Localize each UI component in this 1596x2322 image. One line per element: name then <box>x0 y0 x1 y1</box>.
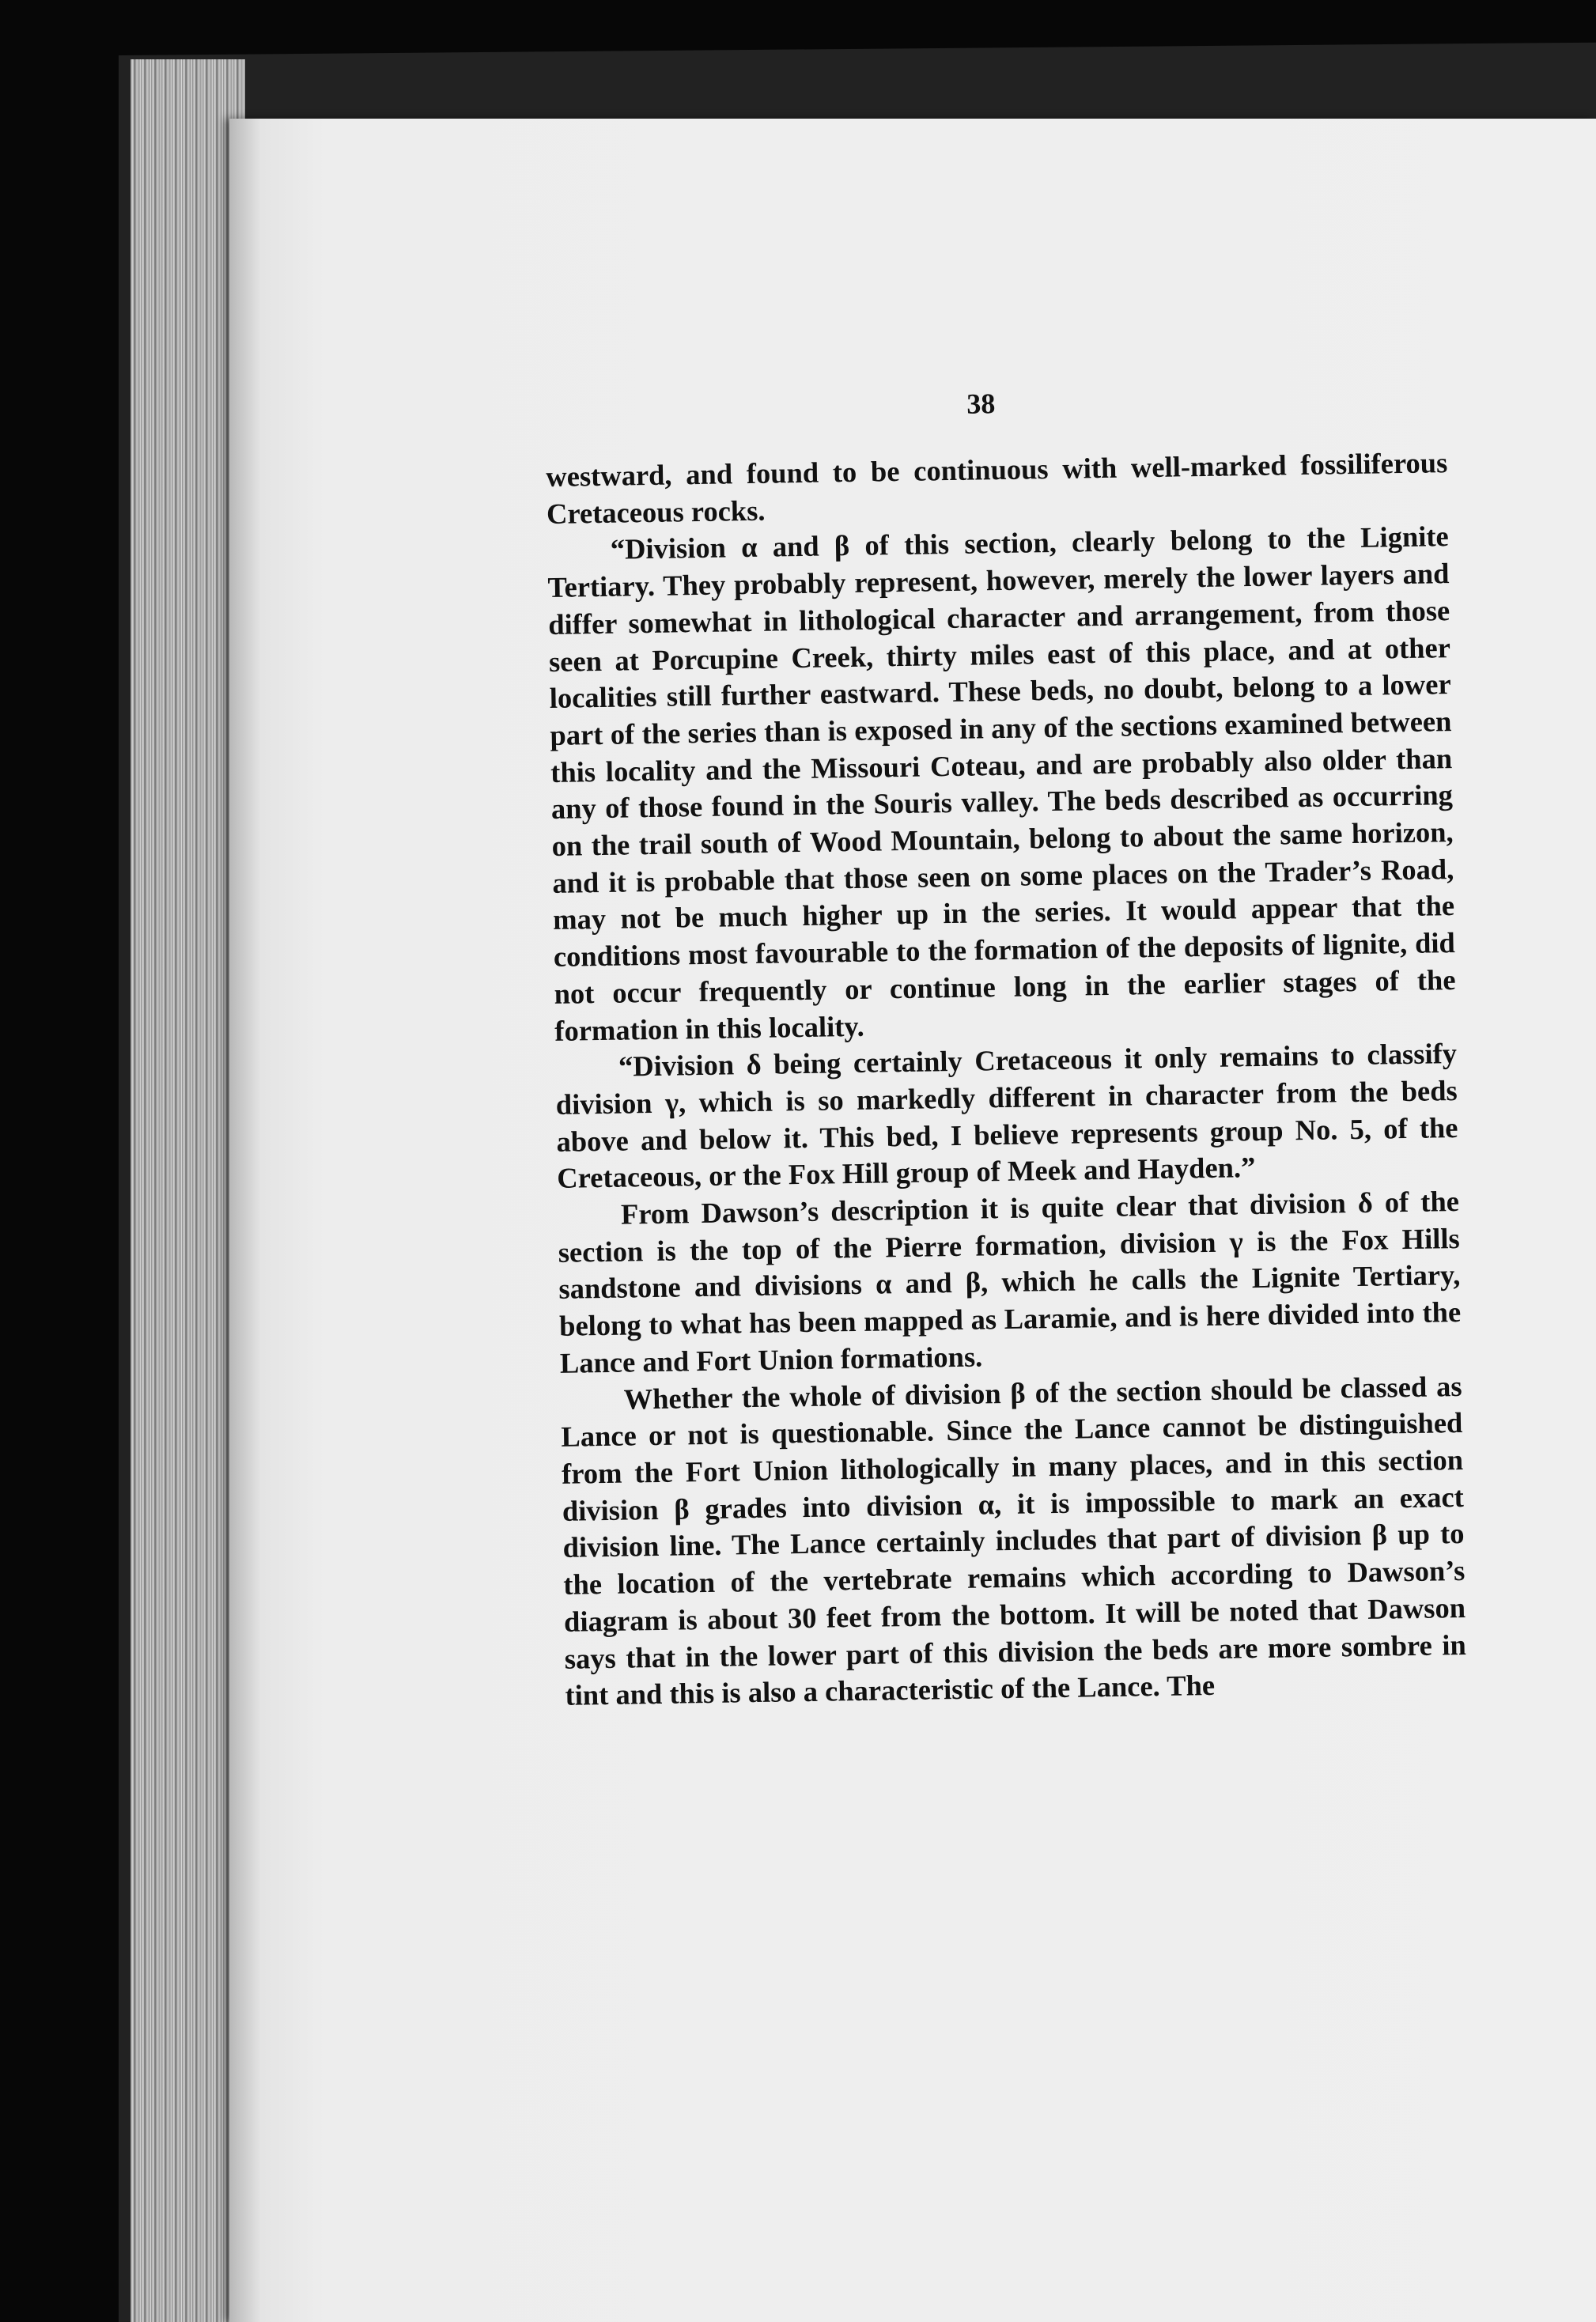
page-body <box>546 444 1467 1715</box>
page-stack-edges <box>130 59 245 2322</box>
paragraph-4: From Dawson’s description it is quite clear that division δ of the section is the top of the Pierre formation, division γ is the Fox Hills sandstone and divisions α and β, which he calls the Lignite Tertiary, belong to what has been mapped as Laramie, and is here divided into the Lance and Fort Union formations. <box>558 1185 1462 1379</box>
paragraph-1: westward, and found to be continuous with well-marked fossiliferous Cretaceous rocks. <box>546 446 1448 530</box>
paragraph-5: Whether the whole of division β of the section should be classed as Lance or not is questionable. Since the Lance cannot be distinguished from the Fort Union lithologically in many places, and in this section division β grades into division α, it is impossible to mark an exact division line. The Lance certainly includes that part of division β up to the location of the vertebrate remains which according to Dawson’s diagram is about 30 feet from the bottom. It will be noted that Dawson says that in the lower part of this division the beds are more sombre in tint and this is also a characteristic of the Lance. The <box>561 1369 1467 1712</box>
page-number: 38 <box>966 388 996 420</box>
paragraph-3: “Division δ being certainly Cretaceous it only remains to classify division γ, which is so markedly different in character from the beds above and below it. This bed, I believe represents group No. 5, of the Cretaceous, or the Fox Hill group of Meek and Hayden.” <box>555 1037 1458 1195</box>
paragraph-2: “Division α and β of this section, clearly belong to the Lignite Tertiary. They probably represent, however, merely the lower layers and differ somewhat in lithological character and arrangement, from those seen at Porcupine Creek, thirty miles east of this place, and at other localities still further eastward. These beds, no doubt, belong to a lower part of the series than is exposed in any of the sections examined between this locality and the Missouri Coteau, and are probably also older than any of those found in the Souris valley. The beds described as occurring on the trail south of Wood Mountain, belong to about the same horizon, and it is probable that those seen on some places on the Trader’s Road, may not be much higher up in the series. It would appear that the conditions most favourable to the formation of the deposits of lignite, did not occur frequently or continue long in the earlier stages of the formation in this locality. <box>547 520 1456 1047</box>
